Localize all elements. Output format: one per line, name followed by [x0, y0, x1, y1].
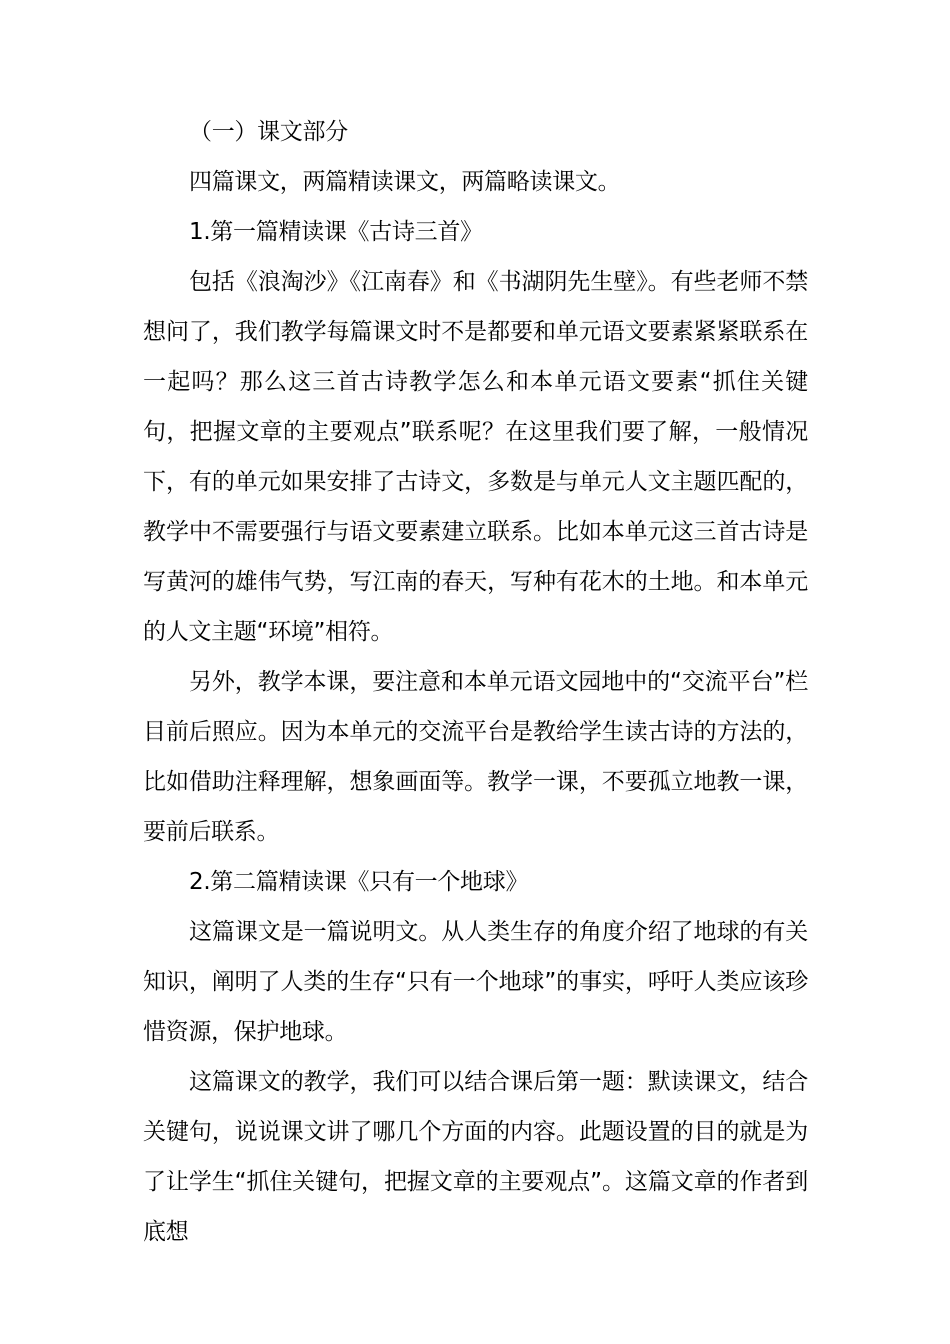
section-heading: （一）课文部分	[189, 119, 348, 145]
subheading-lesson-2: 2.第二篇精读课《只有一个地球》	[189, 869, 529, 895]
paragraph-lesson-1-body: 包括《浪淘沙》《江南春》和《书湖阴先生壁》。有些老师不禁想问了，我们教学每篇课文时不是都要和单元语文要素紧紧联系在一起吗？那么这三首古诗教学怎么和本单元语文要素“抓住关键句，把握文章的主要观点”联系呢？在这里我们要了解，一般情况下，有的单元如果安排了古诗文，多数是与单元人文主题匹配的，教学中不需要强行与语文要素建立联系。比如本单元这三首古诗是写黄河的雄伟气势，写江南的春天，写种有花木的土地。和本单元的人文主题“环境”相符。	[143, 269, 808, 645]
paragraph-lesson-1-note: 另外，教学本课，要注意和本单元语文园地中的“交流平台”栏目前后照应。因为本单元的交流平台是教给学生读古诗的方法的，比如借助注释理解，想象画面等。教学一课，不要孤立地教一课，要前后联系。	[143, 669, 808, 845]
subheading-lesson-1: 1.第一篇精读课《古诗三首》	[189, 219, 483, 245]
paragraph-lesson-2-body: 这篇课文是一篇说明文。从人类生存的角度介绍了地球的有关知识，阐明了人类的生存“只有一个地球”的事实，呼吁人类应该珍惜资源，保护地球。	[143, 919, 808, 1045]
paragraph-lesson-2-teaching: 这篇课文的教学，我们可以结合课后第一题：默读课文，结合关键句，说说课文讲了哪几个方面的内容。此题设置的目的就是为了让学生“抓住关键句，把握文章的主要观点”。这篇文章的作者到底想	[143, 1069, 808, 1245]
paragraph-overview: 四篇课文，两篇精读课文，两篇略读课文。	[189, 169, 621, 195]
document-body	[143, 107, 808, 1257]
